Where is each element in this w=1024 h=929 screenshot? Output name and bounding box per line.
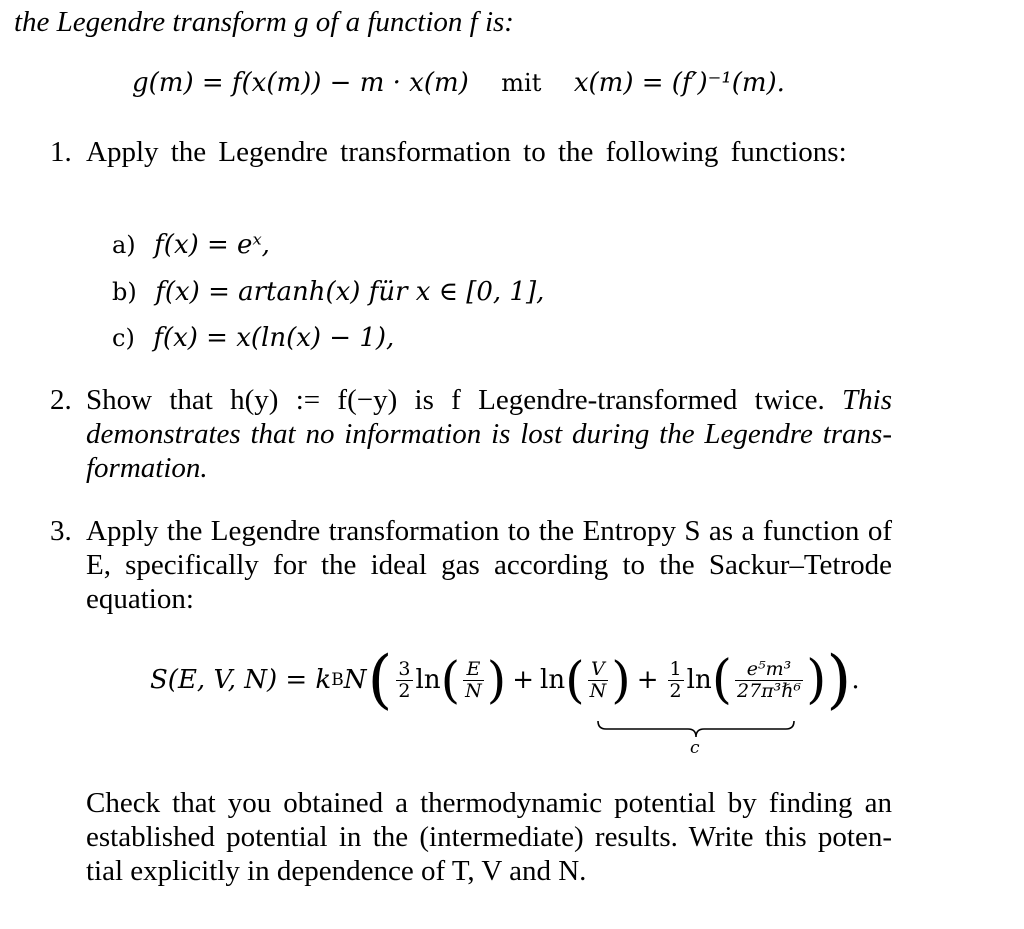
ln-3: ln [686, 665, 712, 695]
subitem-a-label: a) [112, 231, 136, 259]
item-3-number: 3. [50, 515, 72, 547]
item-2-number: 2. [50, 384, 72, 416]
check-text: Check that you obtained a thermodynamic potential by finding an established potential in the (intermediate) results. Write this poten-tial explicitly in dependence of T, V and N. [86, 787, 892, 887]
equation-lhs-after: N [343, 665, 367, 695]
definition-mit: mit [501, 69, 542, 97]
subitem-c [112, 323, 394, 353]
subitem-b-formula: f(x) = artanh(x) für x ∈ [0, 1], [155, 277, 545, 307]
intro-text: the Legendre transform g of a function f is: [14, 6, 514, 38]
equation-lhs: S(E, V, N) = k [150, 665, 332, 695]
frac-e-n: $\frac{E}{N}$ [465, 657, 482, 702]
subitem-c-label: c) [112, 324, 135, 352]
item-1-text: Apply the Legendre transformation to the following functions: [86, 136, 847, 168]
item-2-text-start: Show that h(y) := f(−y) is f Legendre-transformed twice. [86, 384, 825, 416]
underbrace-label: c [690, 738, 700, 758]
subitem-c-formula: f(x) = x(ln(x) − 1), [153, 323, 395, 353]
item-2-text-italic: This demonstrates that no information is lost during the Legendre trans-formation. [86, 384, 893, 484]
subitem-a-formula: f(x) = eˣ, [154, 230, 270, 260]
frac-1-2: $\frac{1}{2}$ [669, 657, 682, 702]
definition-formula-rhs: x(m) = (f′)⁻¹(m). [573, 68, 785, 98]
equation-period: . [851, 665, 860, 695]
item-1-number: 1. [50, 136, 72, 168]
item-2-text [86, 383, 892, 485]
big-paren-close: ) [826, 643, 852, 717]
frac-v-n: $\frac{V}{N}$ [589, 657, 607, 702]
sackur-tetrode-equation: S(E, V, N) = k B N ( $\frac{3}{2}$ ln ( $\frac{E}{N}$ ) + ln ( $\frac{V}{N}$ ) + $\frac{1}{2}$ ln ( $\frac{\text{e⁵m³}}{\text{27π³ℏ⁶}}$ ) ) . [150, 643, 860, 717]
big-paren-open: ( [367, 643, 393, 717]
legendre-definition [132, 68, 785, 98]
ln-1: ln [415, 665, 441, 695]
definition-formula-lhs: g(m) = f(x(m)) − m · x(m) [132, 68, 469, 98]
item-3-text: Apply the Legendre transformation to the Entropy S as a function of E, specifically for the ideal gas according to the Sackur–Tetrode equation: [86, 515, 892, 615]
plus-2: + [636, 665, 659, 695]
frac-3-2: $\frac{3}{2}$ [398, 657, 411, 702]
subitem-b [112, 277, 544, 307]
ln-2: ln [540, 665, 566, 695]
subitem-a [112, 230, 270, 260]
plus-1: + [512, 665, 535, 695]
frac-constant: $\frac{\text{e⁵m³}}{\text{27π³ℏ⁶}}$ [736, 657, 802, 702]
subitem-b-label: b) [112, 278, 137, 306]
